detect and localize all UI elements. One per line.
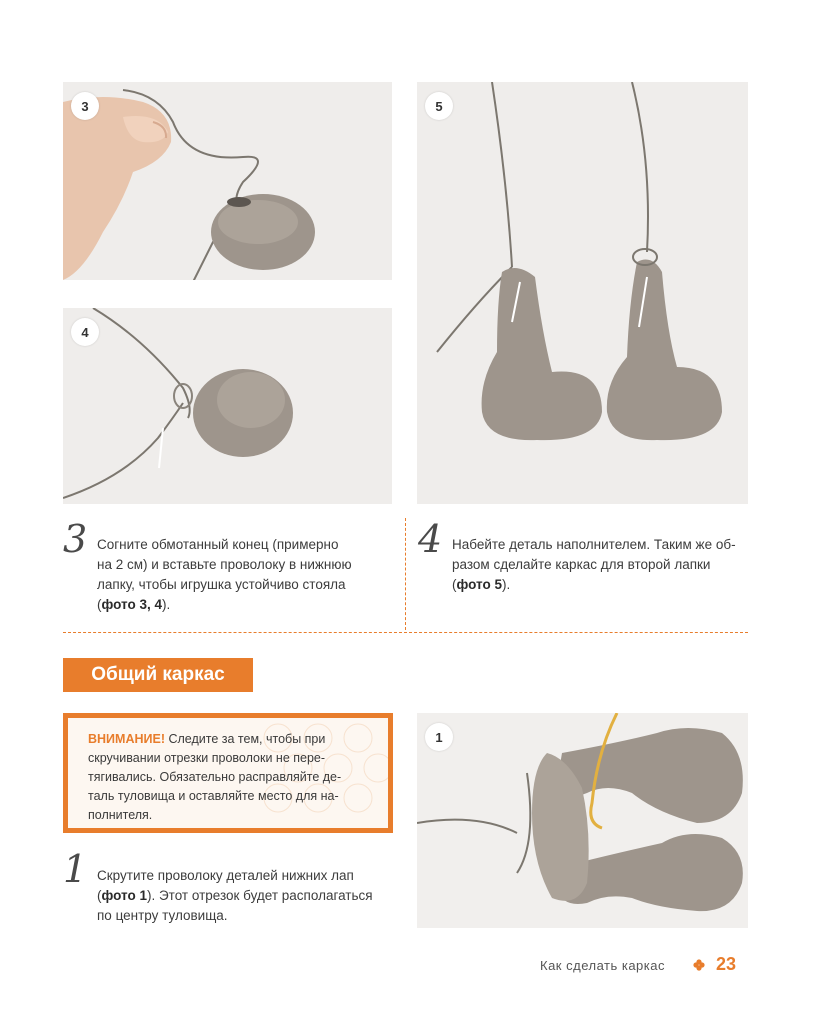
photo-5-badge: 5 bbox=[425, 92, 453, 120]
footer-chapter: Как сделать каркас bbox=[540, 958, 665, 973]
attention-box: ВНИМАНИЕ! Следите за тем, чтобы при скручивании отрезки проволоки не пере- тягивались. Обязательно расправляйте де- таль туловища и оставляйте место для на- полнителя. bbox=[63, 713, 393, 833]
photo-1-illustration bbox=[417, 713, 748, 928]
step-3-number: 3 bbox=[63, 517, 88, 561]
step-3-line: лапку, чтобы игрушка устойчиво стояла bbox=[97, 577, 346, 592]
column-divider bbox=[405, 518, 406, 630]
step-1-number: 1 bbox=[63, 847, 88, 891]
photo-1-badge: 1 bbox=[425, 723, 453, 751]
photo-4-illustration bbox=[63, 308, 392, 504]
attention-line: тягивались. Обязательно расправляйте де- bbox=[88, 770, 342, 784]
step-1-line: по центру туловища. bbox=[97, 908, 228, 923]
step-3-line: (фото 3, 4). bbox=[97, 597, 171, 612]
step-3-text bbox=[97, 535, 387, 615]
photo-4 bbox=[63, 308, 392, 504]
attention-line: полнителя. bbox=[88, 808, 153, 822]
step-4-line: разом сделайте каркас для второй лапки bbox=[452, 557, 711, 572]
step-1-line: (фото 1). Этот отрезок будет располагаться bbox=[97, 888, 373, 903]
section-title: Общий каркас bbox=[63, 658, 253, 692]
page-number: 23 bbox=[716, 954, 737, 974]
step-4-text bbox=[452, 535, 748, 595]
step-4-line: (фото 5). bbox=[452, 577, 511, 592]
photo-3-illustration bbox=[63, 82, 392, 280]
photo-1 bbox=[417, 713, 748, 928]
step-4-number: 4 bbox=[418, 517, 443, 561]
step-3-line: Согните обмотанный конец (примерно bbox=[97, 537, 339, 552]
photo-3-badge: 3 bbox=[71, 92, 99, 120]
photo-4-badge: 4 bbox=[71, 318, 99, 346]
attention-label: ВНИМАНИЕ! bbox=[88, 732, 165, 746]
step-3-line: на 2 см) и вставьте проволоку в нижнюю bbox=[97, 557, 352, 572]
photo-5 bbox=[417, 82, 748, 504]
photo-3 bbox=[63, 82, 392, 280]
photo-ref: фото 3, 4 bbox=[101, 597, 162, 612]
photo-5-illustration bbox=[417, 82, 748, 504]
section-divider bbox=[63, 632, 748, 633]
photo-ref: фото 1 bbox=[101, 888, 147, 903]
attention-line: таль туловища и оставляйте место для на- bbox=[88, 789, 339, 803]
footer-flower-icon bbox=[693, 959, 705, 971]
photo-ref: фото 5 bbox=[456, 577, 502, 592]
step-1-line: Скрутите проволоку деталей нижних лап bbox=[97, 868, 354, 883]
step-1-text bbox=[97, 866, 397, 926]
step-4-line: Набейте деталь наполнителем. Таким же об- bbox=[452, 537, 736, 552]
attention-line: скручивании отрезки проволоки не пере- bbox=[88, 751, 326, 765]
